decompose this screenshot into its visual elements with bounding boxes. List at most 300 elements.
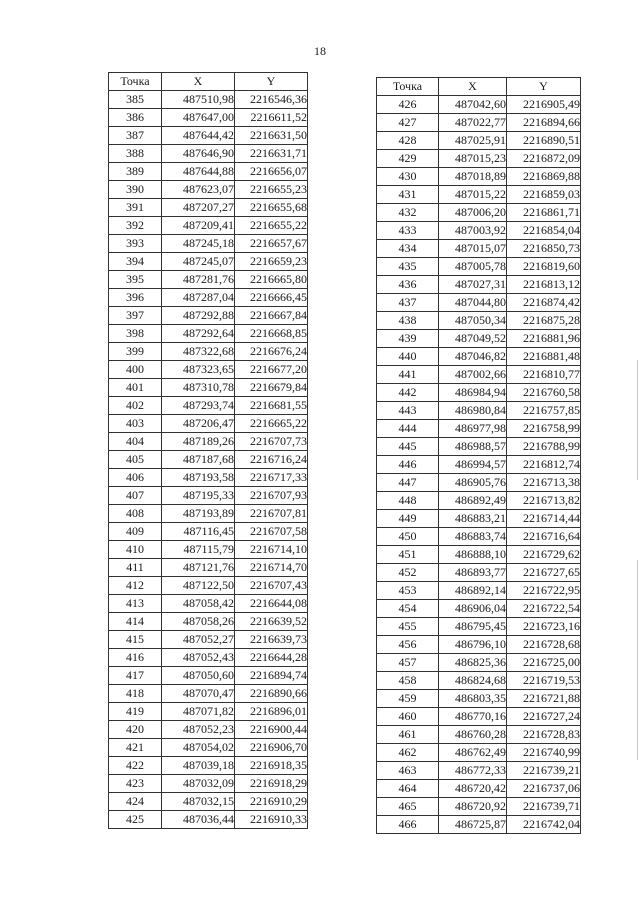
point-number-cell: 438 [377, 312, 439, 330]
point-number-cell: 427 [377, 114, 439, 132]
point-number-cell: 387 [109, 127, 162, 145]
point-number-cell: 458 [377, 672, 439, 690]
x-coordinate-cell: 486824,68 [439, 672, 507, 690]
x-coordinate-cell: 486905,76 [439, 474, 507, 492]
point-number-cell: 417 [109, 667, 162, 685]
table-row [109, 235, 308, 253]
table-row [109, 325, 308, 343]
point-number-cell: 424 [109, 793, 162, 811]
y-coordinate-cell: 2216707,93 [235, 487, 308, 505]
y-coordinate-cell: 2216740,99 [507, 744, 581, 762]
point-number-cell: 466 [377, 816, 439, 834]
x-coordinate-cell: 486795,45 [439, 618, 507, 636]
table-header-row [109, 73, 308, 91]
x-coordinate-cell: 487032,09 [162, 775, 235, 793]
y-coordinate-cell: 2216714,70 [235, 559, 308, 577]
table-row [377, 510, 581, 528]
x-coordinate-cell: 487018,89 [439, 168, 507, 186]
x-coordinate-cell: 487036,44 [162, 811, 235, 829]
point-number-cell: 463 [377, 762, 439, 780]
x-coordinate-cell: 486984,94 [439, 384, 507, 402]
x-coordinate-cell: 487646,90 [162, 145, 235, 163]
y-coordinate-cell: 2216918,29 [235, 775, 308, 793]
y-coordinate-cell: 2216644,28 [235, 649, 308, 667]
x-coordinate-cell: 487206,47 [162, 415, 235, 433]
point-number-cell: 403 [109, 415, 162, 433]
point-number-cell: 392 [109, 217, 162, 235]
y-coordinate-cell: 2216918,35 [235, 757, 308, 775]
point-number-cell: 439 [377, 330, 439, 348]
x-coordinate-cell: 487052,23 [162, 721, 235, 739]
scan-edge-mark [637, 560, 638, 760]
y-coordinate-cell: 2216667,84 [235, 307, 308, 325]
table-row [109, 631, 308, 649]
point-number-cell: 419 [109, 703, 162, 721]
y-coordinate-cell: 2216854,04 [507, 222, 581, 240]
y-coordinate-cell: 2216861,71 [507, 204, 581, 222]
table-row [109, 415, 308, 433]
point-number-cell: 449 [377, 510, 439, 528]
y-coordinate-cell: 2216906,70 [235, 739, 308, 757]
table-row [377, 762, 581, 780]
table-row [377, 780, 581, 798]
x-coordinate-cell: 486892,49 [439, 492, 507, 510]
y-coordinate-cell: 2216639,52 [235, 613, 308, 631]
x-coordinate-cell: 487071,82 [162, 703, 235, 721]
point-number-cell: 418 [109, 685, 162, 703]
table-row [377, 204, 581, 222]
x-coordinate-cell: 487002,66 [439, 366, 507, 384]
table-row [377, 528, 581, 546]
x-coordinate-cell: 487039,18 [162, 757, 235, 775]
point-number-cell: 390 [109, 181, 162, 199]
point-number-cell: 412 [109, 577, 162, 595]
y-coordinate-cell: 2216810,77 [507, 366, 581, 384]
header-x: X [439, 78, 507, 96]
x-coordinate-cell: 487281,76 [162, 271, 235, 289]
table-row [377, 798, 581, 816]
y-coordinate-cell: 2216707,81 [235, 505, 308, 523]
y-coordinate-cell: 2216819,60 [507, 258, 581, 276]
y-coordinate-cell: 2216723,16 [507, 618, 581, 636]
scan-edge-mark [637, 360, 638, 480]
x-coordinate-cell: 487292,64 [162, 325, 235, 343]
point-number-cell: 396 [109, 289, 162, 307]
x-coordinate-cell: 487187,68 [162, 451, 235, 469]
point-number-cell: 400 [109, 361, 162, 379]
point-number-cell: 451 [377, 546, 439, 564]
y-coordinate-cell: 2216707,58 [235, 523, 308, 541]
y-coordinate-cell: 2216788,99 [507, 438, 581, 456]
table-row [377, 582, 581, 600]
point-number-cell: 406 [109, 469, 162, 487]
point-number-cell: 410 [109, 541, 162, 559]
table-row [377, 114, 581, 132]
table-row [377, 726, 581, 744]
y-coordinate-cell: 2216714,10 [235, 541, 308, 559]
y-coordinate-cell: 2216874,42 [507, 294, 581, 312]
x-coordinate-cell: 487005,78 [439, 258, 507, 276]
point-number-cell: 407 [109, 487, 162, 505]
x-coordinate-cell: 487287,04 [162, 289, 235, 307]
table-row [377, 654, 581, 672]
y-coordinate-cell: 2216676,24 [235, 343, 308, 361]
point-number-cell: 459 [377, 690, 439, 708]
y-coordinate-cell: 2216728,83 [507, 726, 581, 744]
x-coordinate-cell: 487122,50 [162, 577, 235, 595]
table-row [109, 811, 308, 829]
table-row [377, 492, 581, 510]
x-coordinate-cell: 486977,98 [439, 420, 507, 438]
y-coordinate-cell: 2216631,50 [235, 127, 308, 145]
point-number-cell: 442 [377, 384, 439, 402]
y-coordinate-cell: 2216758,99 [507, 420, 581, 438]
point-number-cell: 430 [377, 168, 439, 186]
table-row [377, 366, 581, 384]
table-row [109, 667, 308, 685]
x-coordinate-cell: 487121,76 [162, 559, 235, 577]
table-row [109, 649, 308, 667]
y-coordinate-cell: 2216656,07 [235, 163, 308, 181]
y-coordinate-cell: 2216722,95 [507, 582, 581, 600]
table-row [109, 127, 308, 145]
y-coordinate-cell: 2216666,45 [235, 289, 308, 307]
table-row [377, 222, 581, 240]
x-coordinate-cell: 486883,21 [439, 510, 507, 528]
x-coordinate-cell: 486906,04 [439, 600, 507, 618]
x-coordinate-cell: 487050,60 [162, 667, 235, 685]
x-coordinate-cell: 487195,33 [162, 487, 235, 505]
table-row [109, 217, 308, 235]
x-coordinate-cell: 487015,07 [439, 240, 507, 258]
table-row [377, 150, 581, 168]
y-coordinate-cell: 2216722,54 [507, 600, 581, 618]
x-coordinate-cell: 487044,80 [439, 294, 507, 312]
y-coordinate-cell: 2216894,74 [235, 667, 308, 685]
x-coordinate-cell: 487027,31 [439, 276, 507, 294]
y-coordinate-cell: 2216739,21 [507, 762, 581, 780]
table-row [377, 618, 581, 636]
point-number-cell: 414 [109, 613, 162, 631]
y-coordinate-cell: 2216757,85 [507, 402, 581, 420]
table-row [109, 685, 308, 703]
table-row [109, 595, 308, 613]
y-coordinate-cell: 2216707,43 [235, 577, 308, 595]
table-row [377, 744, 581, 762]
y-coordinate-cell: 2216896,01 [235, 703, 308, 721]
point-number-cell: 389 [109, 163, 162, 181]
y-coordinate-cell: 2216813,12 [507, 276, 581, 294]
point-number-cell: 433 [377, 222, 439, 240]
x-coordinate-cell: 486762,49 [439, 744, 507, 762]
x-coordinate-cell: 487207,27 [162, 199, 235, 217]
point-number-cell: 423 [109, 775, 162, 793]
x-coordinate-cell: 487003,92 [439, 222, 507, 240]
table-row [377, 708, 581, 726]
table-row [109, 541, 308, 559]
y-coordinate-cell: 2216665,22 [235, 415, 308, 433]
x-coordinate-cell: 487322,68 [162, 343, 235, 361]
y-coordinate-cell: 2216739,71 [507, 798, 581, 816]
point-number-cell: 402 [109, 397, 162, 415]
x-coordinate-cell: 487052,27 [162, 631, 235, 649]
y-coordinate-cell: 2216872,09 [507, 150, 581, 168]
table-row [377, 330, 581, 348]
point-number-cell: 462 [377, 744, 439, 762]
header-point: Точка [377, 78, 439, 96]
y-coordinate-cell: 2216719,53 [507, 672, 581, 690]
x-coordinate-cell: 486888,10 [439, 546, 507, 564]
x-coordinate-cell: 486825,36 [439, 654, 507, 672]
table-row [109, 91, 308, 109]
y-coordinate-cell: 2216546,36 [235, 91, 308, 109]
x-coordinate-cell: 487022,77 [439, 114, 507, 132]
y-coordinate-cell: 2216659,23 [235, 253, 308, 271]
x-coordinate-cell: 486893,77 [439, 564, 507, 582]
point-number-cell: 425 [109, 811, 162, 829]
table-row [377, 312, 581, 330]
y-coordinate-cell: 2216859,03 [507, 186, 581, 204]
header-x: X [162, 73, 235, 91]
point-number-cell: 448 [377, 492, 439, 510]
table-row [109, 307, 308, 325]
y-coordinate-cell: 2216869,88 [507, 168, 581, 186]
table-row [109, 145, 308, 163]
point-number-cell: 441 [377, 366, 439, 384]
y-coordinate-cell: 2216742,04 [507, 816, 581, 834]
point-number-cell: 460 [377, 708, 439, 726]
point-number-cell: 408 [109, 505, 162, 523]
coordinates-table-left [108, 72, 308, 829]
point-number-cell: 456 [377, 636, 439, 654]
point-number-cell: 432 [377, 204, 439, 222]
x-coordinate-cell: 487245,18 [162, 235, 235, 253]
x-coordinate-cell: 487052,43 [162, 649, 235, 667]
point-number-cell: 409 [109, 523, 162, 541]
point-number-cell: 428 [377, 132, 439, 150]
point-number-cell: 411 [109, 559, 162, 577]
x-coordinate-cell: 487015,22 [439, 186, 507, 204]
point-number-cell: 447 [377, 474, 439, 492]
point-number-cell: 404 [109, 433, 162, 451]
table-row [377, 168, 581, 186]
table-row [109, 379, 308, 397]
y-coordinate-cell: 2216905,49 [507, 96, 581, 114]
point-number-cell: 440 [377, 348, 439, 366]
y-coordinate-cell: 2216655,68 [235, 199, 308, 217]
point-number-cell: 401 [109, 379, 162, 397]
table-row [109, 253, 308, 271]
point-number-cell: 464 [377, 780, 439, 798]
x-coordinate-cell: 487006,20 [439, 204, 507, 222]
point-number-cell: 446 [377, 456, 439, 474]
table-row [109, 487, 308, 505]
point-number-cell: 443 [377, 402, 439, 420]
x-coordinate-cell: 487644,42 [162, 127, 235, 145]
y-coordinate-cell: 2216728,68 [507, 636, 581, 654]
y-coordinate-cell: 2216910,33 [235, 811, 308, 829]
point-number-cell: 465 [377, 798, 439, 816]
page-number: 18 [314, 44, 326, 58]
y-coordinate-cell: 2216707,73 [235, 433, 308, 451]
x-coordinate-cell: 487054,02 [162, 739, 235, 757]
table-row [377, 672, 581, 690]
x-coordinate-cell: 487193,58 [162, 469, 235, 487]
point-number-cell: 450 [377, 528, 439, 546]
x-coordinate-cell: 487293,74 [162, 397, 235, 415]
x-coordinate-cell: 487209,41 [162, 217, 235, 235]
point-number-cell: 399 [109, 343, 162, 361]
y-coordinate-cell: 2216850,73 [507, 240, 581, 258]
y-coordinate-cell: 2216812,74 [507, 456, 581, 474]
y-coordinate-cell: 2216655,23 [235, 181, 308, 199]
point-number-cell: 395 [109, 271, 162, 289]
table-row [109, 793, 308, 811]
x-coordinate-cell: 487623,07 [162, 181, 235, 199]
table-row [377, 258, 581, 276]
x-coordinate-cell: 486994,57 [439, 456, 507, 474]
point-number-cell: 455 [377, 618, 439, 636]
y-coordinate-cell: 2216890,51 [507, 132, 581, 150]
y-coordinate-cell: 2216894,66 [507, 114, 581, 132]
table-row [377, 438, 581, 456]
x-coordinate-cell: 487058,26 [162, 613, 235, 631]
table-row [109, 397, 308, 415]
y-coordinate-cell: 2216713,82 [507, 492, 581, 510]
x-coordinate-cell: 486988,57 [439, 438, 507, 456]
y-coordinate-cell: 2216721,88 [507, 690, 581, 708]
x-coordinate-cell: 487647,00 [162, 109, 235, 127]
point-number-cell: 431 [377, 186, 439, 204]
y-coordinate-cell: 2216668,85 [235, 325, 308, 343]
point-number-cell: 397 [109, 307, 162, 325]
point-number-cell: 461 [377, 726, 439, 744]
table-row [109, 757, 308, 775]
x-coordinate-cell: 486720,42 [439, 780, 507, 798]
x-coordinate-cell: 487292,88 [162, 307, 235, 325]
y-coordinate-cell: 2216900,44 [235, 721, 308, 739]
table-row [377, 474, 581, 492]
x-coordinate-cell: 486772,33 [439, 762, 507, 780]
point-number-cell: 454 [377, 600, 439, 618]
point-number-cell: 426 [377, 96, 439, 114]
y-coordinate-cell: 2216737,06 [507, 780, 581, 798]
table-row [109, 775, 308, 793]
point-number-cell: 435 [377, 258, 439, 276]
point-number-cell: 393 [109, 235, 162, 253]
y-coordinate-cell: 2216665,80 [235, 271, 308, 289]
point-number-cell: 394 [109, 253, 162, 271]
y-coordinate-cell: 2216910,29 [235, 793, 308, 811]
y-coordinate-cell: 2216727,24 [507, 708, 581, 726]
y-coordinate-cell: 2216760,58 [507, 384, 581, 402]
point-number-cell: 452 [377, 564, 439, 582]
y-coordinate-cell: 2216655,22 [235, 217, 308, 235]
table-row [377, 456, 581, 474]
x-coordinate-cell: 487032,15 [162, 793, 235, 811]
x-coordinate-cell: 487245,07 [162, 253, 235, 271]
table-row [377, 132, 581, 150]
table-row [377, 564, 581, 582]
header-y: Y [235, 73, 308, 91]
y-coordinate-cell: 2216611,52 [235, 109, 308, 127]
point-number-cell: 388 [109, 145, 162, 163]
x-coordinate-cell: 486803,35 [439, 690, 507, 708]
y-coordinate-cell: 2216716,64 [507, 528, 581, 546]
y-coordinate-cell: 2216875,28 [507, 312, 581, 330]
x-coordinate-cell: 487025,91 [439, 132, 507, 150]
point-number-cell: 391 [109, 199, 162, 217]
table-row [109, 163, 308, 181]
point-number-cell: 444 [377, 420, 439, 438]
table-row [377, 690, 581, 708]
table-row [109, 199, 308, 217]
coordinates-table-right [376, 77, 581, 834]
x-coordinate-cell: 487042,60 [439, 96, 507, 114]
x-coordinate-cell: 487015,23 [439, 150, 507, 168]
point-number-cell: 421 [109, 739, 162, 757]
point-number-cell: 436 [377, 276, 439, 294]
table-row [109, 577, 308, 595]
y-coordinate-cell: 2216881,48 [507, 348, 581, 366]
table-row [109, 505, 308, 523]
table-row [109, 613, 308, 631]
point-number-cell: 422 [109, 757, 162, 775]
table-row [377, 420, 581, 438]
y-coordinate-cell: 2216639,73 [235, 631, 308, 649]
header-point: Точка [109, 73, 162, 91]
table-row [109, 109, 308, 127]
point-number-cell: 415 [109, 631, 162, 649]
point-number-cell: 413 [109, 595, 162, 613]
x-coordinate-cell: 487046,82 [439, 348, 507, 366]
x-coordinate-cell: 486760,28 [439, 726, 507, 744]
x-coordinate-cell: 487510,98 [162, 91, 235, 109]
table-row [377, 384, 581, 402]
y-coordinate-cell: 2216657,67 [235, 235, 308, 253]
point-number-cell: 453 [377, 582, 439, 600]
table-row [377, 294, 581, 312]
x-coordinate-cell: 487115,79 [162, 541, 235, 559]
table-row [109, 523, 308, 541]
y-coordinate-cell: 2216890,66 [235, 685, 308, 703]
y-coordinate-cell: 2216727,65 [507, 564, 581, 582]
x-coordinate-cell: 486796,10 [439, 636, 507, 654]
table-row [377, 186, 581, 204]
point-number-cell: 398 [109, 325, 162, 343]
table-row [377, 636, 581, 654]
table-row [109, 721, 308, 739]
table-row [377, 96, 581, 114]
y-coordinate-cell: 2216677,20 [235, 361, 308, 379]
y-coordinate-cell: 2216631,71 [235, 145, 308, 163]
x-coordinate-cell: 486725,87 [439, 816, 507, 834]
x-coordinate-cell: 486980,84 [439, 402, 507, 420]
y-coordinate-cell: 2216679,84 [235, 379, 308, 397]
point-number-cell: 434 [377, 240, 439, 258]
y-coordinate-cell: 2216713,38 [507, 474, 581, 492]
y-coordinate-cell: 2216714,44 [507, 510, 581, 528]
x-coordinate-cell: 487116,45 [162, 523, 235, 541]
table-row [109, 181, 308, 199]
x-coordinate-cell: 487058,42 [162, 595, 235, 613]
table-header-row [377, 78, 581, 96]
table-row [377, 240, 581, 258]
table-row [377, 546, 581, 564]
table-row [109, 469, 308, 487]
y-coordinate-cell: 2216729,62 [507, 546, 581, 564]
y-coordinate-cell: 2216725,00 [507, 654, 581, 672]
